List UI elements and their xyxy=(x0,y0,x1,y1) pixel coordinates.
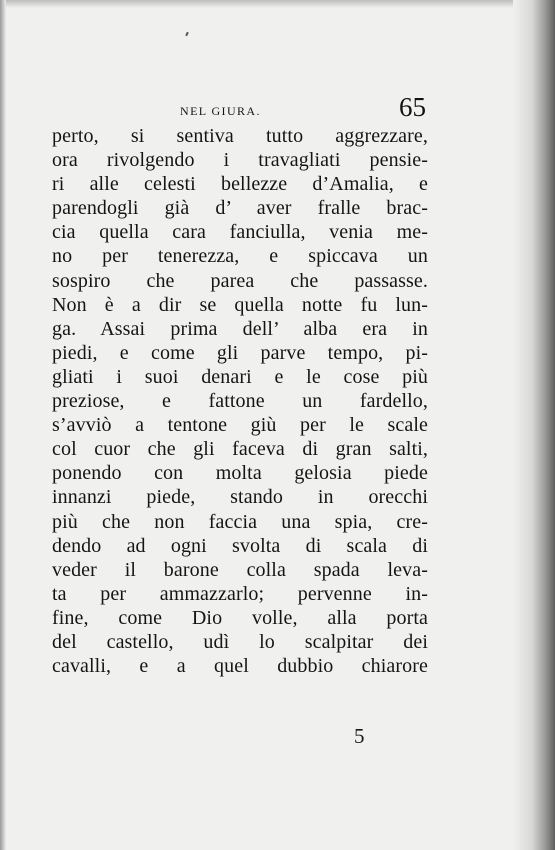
text-line: ri alle celesti bellezze d’Amalia, e xyxy=(52,173,428,196)
main-text xyxy=(52,124,428,678)
text-line: s’avviò a tentone giù per le scale xyxy=(52,414,428,437)
text-line: dendo ad ogni svolta di scala di xyxy=(52,534,428,557)
text-line: preziose, e fattone un fardello, xyxy=(52,390,428,413)
page-top-shadow xyxy=(0,0,555,8)
text-line: sospiro che parea che passasse. xyxy=(52,269,428,292)
text-line: del castello, udì lo scalpitar dei xyxy=(52,630,428,653)
page-left-edge xyxy=(0,0,6,850)
text-line: innanzi piede, stando in orecchi xyxy=(52,486,428,509)
page-right-edge-shadow xyxy=(513,0,555,850)
text-line: ora rivolgendo i travagliati pensie- xyxy=(52,149,428,172)
text-line: perto, si sentiva tutto aggrezzare, xyxy=(52,125,428,147)
text-line: fine, come Dio volle, alla porta xyxy=(52,606,428,629)
running-head: NEL GIURA. xyxy=(180,104,261,118)
paper-speck xyxy=(185,32,189,36)
text-line: parendogli già d’ aver fralle brac- xyxy=(52,197,428,220)
page-header xyxy=(52,94,426,128)
text-line: no per tenerezza, e spiccava un xyxy=(52,245,428,268)
text-line: ponendo con molta gelosia piede xyxy=(52,462,428,485)
text-line: cavalli, e a quel dubbio chiarore xyxy=(52,655,428,678)
text-line: più che non faccia una spia, cre- xyxy=(52,510,428,533)
text-line: veder il barone colla spada leva- xyxy=(52,558,428,581)
signature-mark: 5 xyxy=(354,724,365,748)
text-line: piedi, e come gli parve tempo, pi- xyxy=(52,341,428,364)
page-number: 65 xyxy=(399,92,426,122)
text-line: ga. Assai prima dell’ alba era in xyxy=(52,317,428,340)
text-line: Non è a dir se quella notte fu lun- xyxy=(52,293,428,316)
text-line: ta per ammazzarlo; pervenne in- xyxy=(52,582,428,605)
text-line: gliati i suoi denari e le cose più xyxy=(52,365,428,388)
text-line: cia quella cara fanciulla, venia me- xyxy=(52,221,428,244)
text-line: col cuor che gli faceva di gran salti, xyxy=(52,438,428,461)
